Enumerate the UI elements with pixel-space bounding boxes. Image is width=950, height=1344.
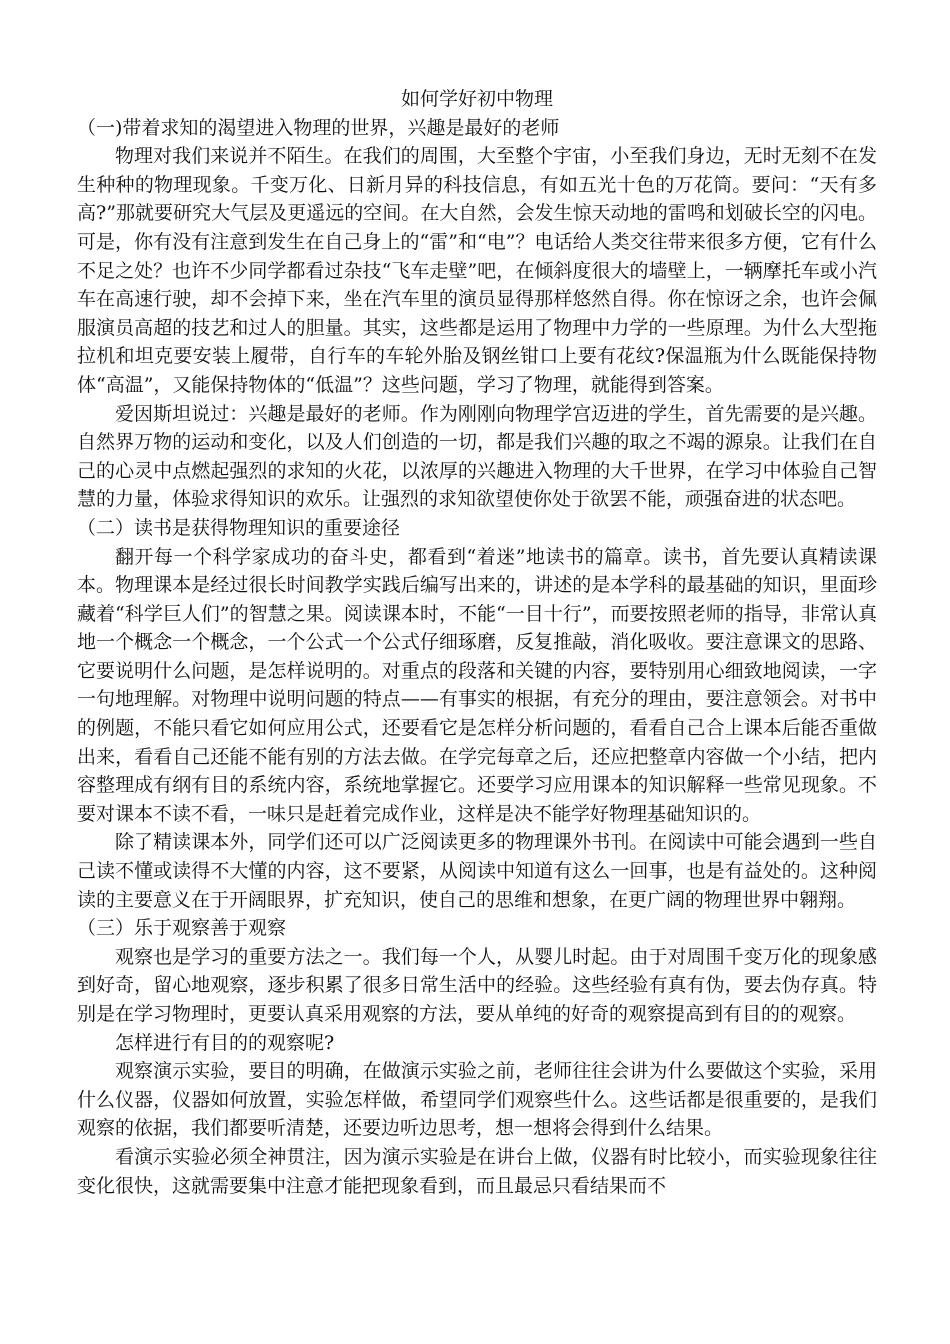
paragraph: 怎样进行有目的的观察呢? bbox=[115, 1031, 335, 1054]
document-title: 如何学好初中物理 bbox=[400, 88, 553, 110]
paragraph: 爱因斯坦说过：兴趣是最好的老师。作为刚刚向物理学宫迈进的学生，首先需要的是兴趣。自然界万物的运动和变化，以及人们创造的一切，都是我们兴趣的取之不竭的源泉。让我们在自己的心灵中点燃起强烈的求知的火花，以浓厚的兴趣进入物理的大千世界，在学习中体验自己智慧的力量，体验求得知识的欢乐。让强烈的求知欲望使你处于欲罢不能，顽强奋进的状态吧。 bbox=[77, 402, 877, 511]
paragraph: 观察演示实验，要目的明确，在做演示实验之前，老师往往会讲为什么要做这个实验，采用什么仪器，仪器如何放置，实验怎样做，希望同学们观察些什么。这些话都是很重要的，是我们观察的依据，我们都要听清楚，还要边听边思考，想一想将会得到什么结果。 bbox=[77, 1060, 877, 1140]
section-heading-1: （一)带着求知的渴望进入物理的世界，兴趣是最好的老师 bbox=[77, 116, 560, 139]
document-page bbox=[77, 85, 877, 1200]
paragraph: 翻开每一个科学家成功的奋斗史，都看到“着迷”地读书的篇章。读书，首先要认真精读课本。物理课本是经过很长时间教学实践后编写出来的，讲述的是本学科的最基础的知识，里面珍藏着“科学巨人们”的智慧之果。阅读课本时，不能“一目十行”，而要按照老师的指导，非常认真地一个概念一个概念，一个公式一个公式仔细琢磨，反复推敲，消化吸收。要注意课文的思路、它要说明什么问题，是怎样说明的。对重点的段落和关键的内容，要特别用心细致地阅读，一字一句地理解。对物理中说明问题的特点——有事实的根据，有充分的理由，要注意领会。对书中的例题，不能只看它如何应用公式，还要看它是怎样分析问题的，看看自己合上课本后能否重做出来，看看自己还能不能有别的方法去做。在学完每章之后，还应把整章内容做一个小结，把内容整理成有纲有目的系统内容，系统地掌握它。还要学习应用课本的知识解释一些常见现象。不要对课本不读不看，一味只是赶着完成作业，这样是决不能学好物理基础知识的。 bbox=[77, 545, 877, 825]
paragraph: 物理对我们来说并不陌生。在我们的周围，大至整个宇宙，小至我们身边，无时无刻不在发生种种的物理现象。千变万化、日新月异的科技信息，有如五光十色的万花筒。要问：“天有多高?”那就要研究大气层及更遥远的空间。在大自然，会发生惊天动地的雷鸣和划破长空的闪电。可是，你有没有注意到发生在自己身上的“雷”和“电”？电话给人类交往带来很多方便，它有什么不足之处？也许不少同学都看过杂技“飞车走壁”吧，在倾斜度很大的墙壁上，一辆摩托车或小汽车在高速行驶，却不会掉下来，坐在汽车里的演员显得那样悠然自得。你在惊讶之余，也许会佩服演员高超的技艺和过人的胆量。其实，这些都是运用了物理中力学的一些原理。为什么大型拖拉机和坦克要安装上履带，自行车的车轮外胎及钢丝钳口上要有花纹?保温瓶为什么既能保持物体“高温”，又能保持物体的“低温”？这些问题，学习了物理，就能得到答案。 bbox=[77, 145, 877, 396]
paragraph: 除了精读课本外，同学们还可以广泛阅读更多的物理课外书刊。在阅读中可能会遇到一些自己读不懂或读得不大懂的内容，这不要紧，从阅读中知道有这么一回事，也是有益处的。这种阅读的主要意义在于开阔眼界，扩充知识，使自己的思维和想象，在更广阔的物理世界中翱翔。 bbox=[77, 831, 877, 911]
section-heading-3: （三）乐于观察善于观察 bbox=[77, 917, 287, 940]
section-heading-2: （二）读书是获得物理知识的重要途径 bbox=[77, 516, 401, 539]
paragraph: 看演示实验必须全神贯注，因为演示实验是在讲台上做，仪器有时比较小，而实验现象往往变化很快，这就需要集中注意才能把现象看到，而且最忌只看结果而不 bbox=[77, 1145, 877, 1197]
paragraph: 观察也是学习的重要方法之一。我们每一个人，从婴儿时起。由于对周围千变万化的现象感到好奇，留心地观察，逐步积累了很多日常生活中的经验。这些经验有真有伪，要去伪存真。特别是在学习物理时，更要认真采用观察的方法，要从单纯的好奇的观察提高到有目的的观察。 bbox=[77, 945, 877, 1025]
